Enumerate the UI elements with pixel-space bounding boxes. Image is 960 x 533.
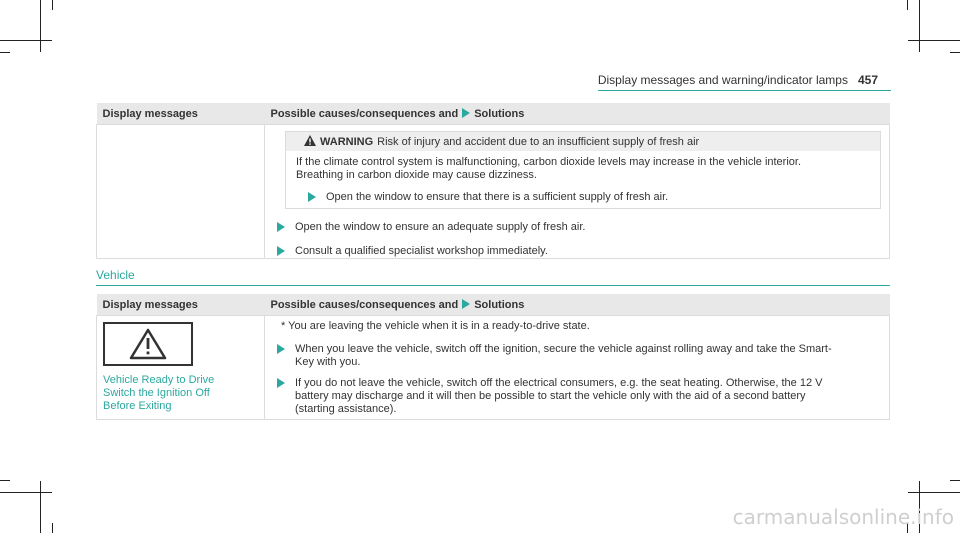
warning-symbol-box [103, 322, 193, 366]
warning-body [286, 151, 880, 208]
warning-label: WARNING [320, 136, 374, 148]
solution-step-line: Key with you. [295, 356, 361, 368]
display-message-line: Switch the Ignition Off [103, 387, 210, 399]
display-message-cell [97, 125, 265, 259]
col-header-display-messages: Display messages [97, 294, 265, 316]
warning-step [296, 191, 872, 204]
section-rule [96, 285, 890, 286]
display-message-line: Vehicle Ready to Drive [103, 374, 215, 386]
solution-step-line: If you do not leave the vehicle, switch off the electrical consumers, e.g. the seat heating. Otherwise, the 12 V [295, 377, 823, 389]
col-header-causes [265, 294, 890, 316]
causes-cell [265, 125, 890, 259]
messages-table-1 [96, 103, 890, 259]
col-header-causes [265, 103, 890, 125]
arrow-right-icon [277, 344, 285, 354]
cause-note: * You are leaving the vehicle when it is in a ready-to-drive state. [281, 320, 590, 332]
display-message-cell [97, 316, 265, 420]
arrow-right-icon [277, 378, 285, 388]
col-header-causes-label: Possible causes/consequences and [270, 298, 459, 311]
warning-body-line: If the climate control system is malfunctioning, carbon dioxide levels may increase in the vehicle interior. [296, 156, 802, 168]
header-title: Display messages and warning/indicator lamps [597, 73, 848, 87]
header-rule [598, 90, 891, 91]
arrow-right-icon [462, 299, 470, 309]
causes-cell [265, 316, 890, 420]
col-header-solutions-label: Solutions [474, 298, 525, 311]
col-header-causes-label: Possible causes/consequences and [270, 107, 459, 120]
solution-step-text: Consult a qualified specialist workshop immediately. [295, 245, 548, 257]
arrow-right-icon [308, 192, 316, 202]
warning-header [286, 132, 880, 151]
arrow-right-icon [277, 222, 285, 232]
solution-step [265, 221, 889, 234]
warning-box [285, 131, 881, 209]
solution-step-text: Open the window to ensure an adequate supply of fresh air. [295, 221, 586, 233]
messages-table-2 [96, 294, 890, 420]
display-message-line: Before Exiting [103, 400, 172, 412]
page-number: 457 [857, 73, 878, 87]
section-title: Vehicle [96, 268, 135, 282]
warning-triangle-icon [129, 328, 167, 360]
page-header [598, 73, 878, 87]
watermark: carmanualsonline.info [732, 505, 954, 529]
solution-step [265, 343, 889, 369]
solution-step [265, 245, 889, 258]
warning-step-text: Open the window to ensure that there is a sufficient supply of fresh air. [326, 191, 669, 203]
warning-text: Risk of injury and accident due to an insufficient supply of fresh air [377, 136, 700, 148]
display-message-text [103, 374, 264, 413]
warning-body-line: Breathing in carbon dioxide may cause dizziness. [296, 169, 537, 181]
warning-triangle-icon [304, 135, 316, 146]
arrow-right-icon [462, 108, 470, 118]
solution-step-line: (starting assistance). [295, 403, 397, 415]
solution-step [265, 377, 889, 416]
solution-step-line: When you leave the vehicle, switch off the ignition, secure the vehicle against rolling away and take the Smart- [295, 343, 832, 355]
col-header-display-messages: Display messages [97, 103, 265, 125]
col-header-solutions-label: Solutions [474, 107, 525, 120]
arrow-right-icon [277, 246, 285, 256]
solution-step-line: battery may discharge and it will then be possible to start the vehicle only with the aid of a second battery [295, 390, 806, 402]
